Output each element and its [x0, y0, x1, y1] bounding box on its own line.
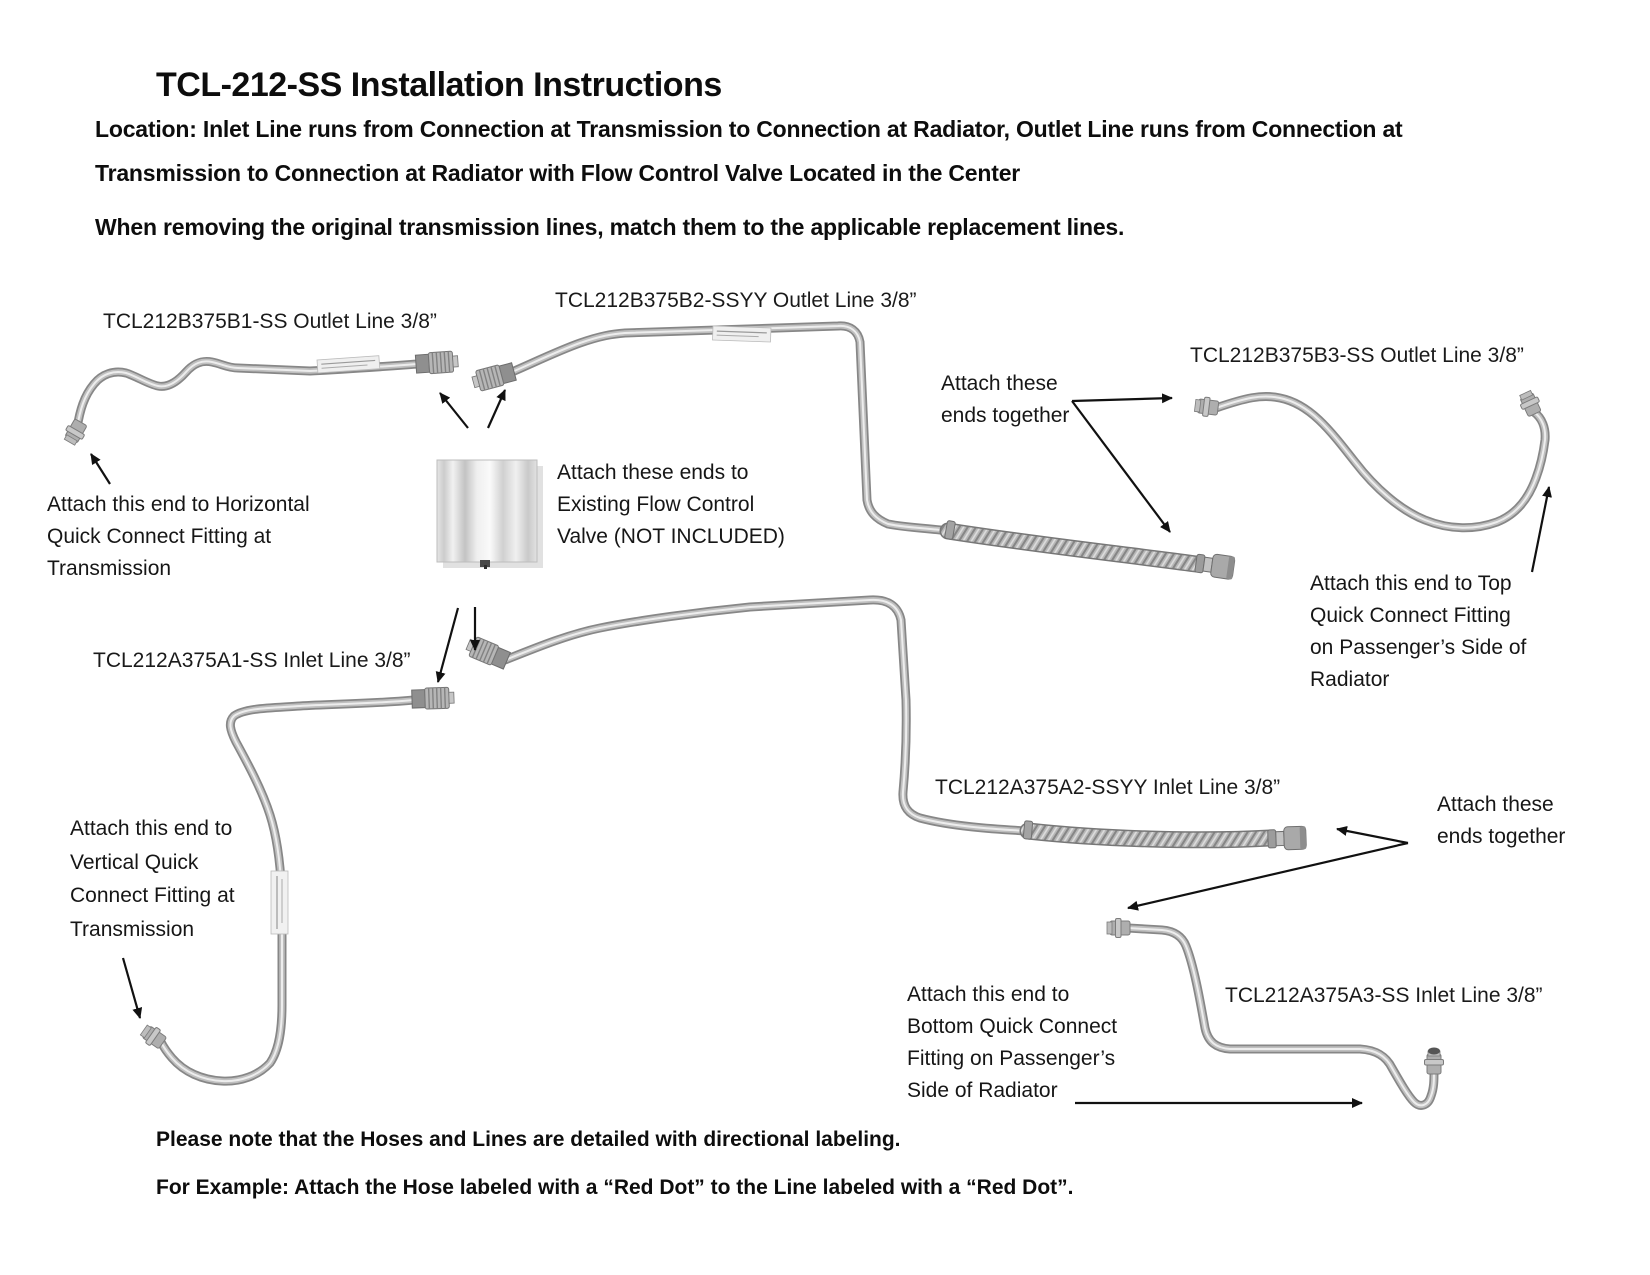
annotation-line: Transmission	[70, 917, 195, 941]
b2-part-tag	[713, 326, 771, 342]
arrow-to-b2-fitting	[488, 390, 505, 428]
annotation-line: Transmission	[47, 557, 172, 580]
annotation-a1-end	[70, 812, 235, 946]
a2-threaded-fitting	[464, 635, 511, 671]
flow-control-valve-photo	[437, 460, 543, 569]
part-label-a2: TCL212A375A2-SSYY Inlet Line 3/8”	[935, 776, 1281, 799]
annotation-line: Attach these	[1437, 793, 1554, 816]
annotation-line: Vertical Quick	[70, 850, 199, 874]
annotation-a3-end	[907, 979, 1117, 1107]
b3-outlet-line-photo	[1194, 389, 1545, 528]
annotation-line: Connect Fitting at	[70, 884, 235, 907]
arrow-to-b1-fitting	[440, 393, 468, 428]
annotation-a2-a3-join	[1437, 789, 1565, 853]
annotation-line: Attach this end to Horizontal	[47, 493, 310, 516]
b2-threaded-fitting	[471, 361, 517, 392]
b2-hose-cap-end	[1194, 552, 1235, 580]
annotation-b2-b3-join	[941, 368, 1069, 432]
part-label-b1: TCL212B375B1-SS Outlet Line 3/8”	[103, 310, 437, 333]
a3-inlet-line-photo	[1107, 919, 1444, 1106]
annotation-line: Attach these ends to	[557, 461, 749, 484]
arrow-to-b3-left-end	[1072, 398, 1172, 401]
arrow-to-b3-right-end	[1532, 487, 1549, 572]
annotation-line: ends together	[1437, 825, 1566, 848]
part-label-a1: TCL212A375A1-SS Inlet Line 3/8”	[93, 649, 411, 672]
annotation-line: Quick Connect Fitting	[1310, 604, 1511, 627]
red-dot-example-note: For Example: Attach the Hose labeled with a “Red Dot” to the Line labeled with a “Red Dot”.	[156, 1176, 1074, 1199]
part-label-b3: TCL212B375B3-SS Outlet Line 3/8”	[1190, 344, 1524, 367]
a1-part-tag	[271, 871, 288, 934]
annotation-line: Attach these	[941, 372, 1058, 395]
arrow-to-b1-left-end	[91, 454, 110, 484]
a1-threaded-fitting	[412, 687, 455, 709]
annotation-line: Attach this end to	[907, 983, 1070, 1006]
arrow-to-a1-fitting	[438, 608, 458, 682]
directional-labeling-note: Please note that the Hoses and Lines are detailed with directional labeling.	[156, 1128, 901, 1151]
annotation-line: Bottom Quick Connect	[907, 1015, 1118, 1038]
part-label-a3: TCL212A375A3-SS Inlet Line 3/8”	[1225, 984, 1543, 1007]
b1-outlet-line-photo	[61, 351, 458, 447]
part-label-b2: TCL212B375B2-SSYY Outlet Line 3/8”	[555, 289, 917, 312]
a3-quick-connect-end-left	[1107, 919, 1130, 938]
b1-threaded-fitting	[415, 351, 458, 375]
annotation-line: Existing Flow Control	[557, 493, 755, 516]
annotation-line: Attach this end to Top	[1310, 572, 1512, 595]
annotation-b1-end	[47, 489, 310, 585]
b1-quick-connect-end	[61, 418, 89, 447]
annotation-line: Valve (NOT INCLUDED)	[557, 525, 785, 548]
annotation-line: Fitting on Passenger’s	[907, 1047, 1116, 1070]
annotation-line: ends together	[941, 404, 1070, 427]
arrow-to-a3-left-end	[1128, 843, 1408, 908]
annotation-line: on Passenger’s Side of	[1310, 636, 1527, 659]
arrow-to-a1-bottom-end	[123, 958, 140, 1018]
annotation-valve	[557, 457, 785, 553]
arrow-to-b2-hose-end	[1072, 401, 1170, 532]
annotation-line: Side of Radiator	[907, 1079, 1058, 1102]
annotation-line: Attach this end to	[70, 817, 233, 840]
location-text-line2: Transmission to Connection at Radiator with Flow Control Valve Located in the Center	[95, 160, 1021, 186]
annotation-b3-end	[1310, 568, 1526, 696]
instruction-text: When removing the original transmission lines, match them to the applicable replacement lines.	[95, 214, 1125, 240]
annotation-line: Radiator	[1310, 668, 1390, 691]
a2-inlet-line-photo	[464, 600, 1306, 851]
b3-quick-connect-end-left	[1194, 396, 1219, 418]
page-title: TCL-212-SS Installation Instructions	[156, 66, 722, 104]
arrow-to-a2-hose-end	[1337, 829, 1408, 843]
annotation-line: Quick Connect Fitting at	[47, 525, 272, 548]
location-text-line1: Location: Inlet Line runs from Connection at Transmission to Connection at Radiator, Outlet Line runs from Connection at	[95, 116, 1403, 142]
a2-hose-cap-end	[1268, 826, 1307, 850]
